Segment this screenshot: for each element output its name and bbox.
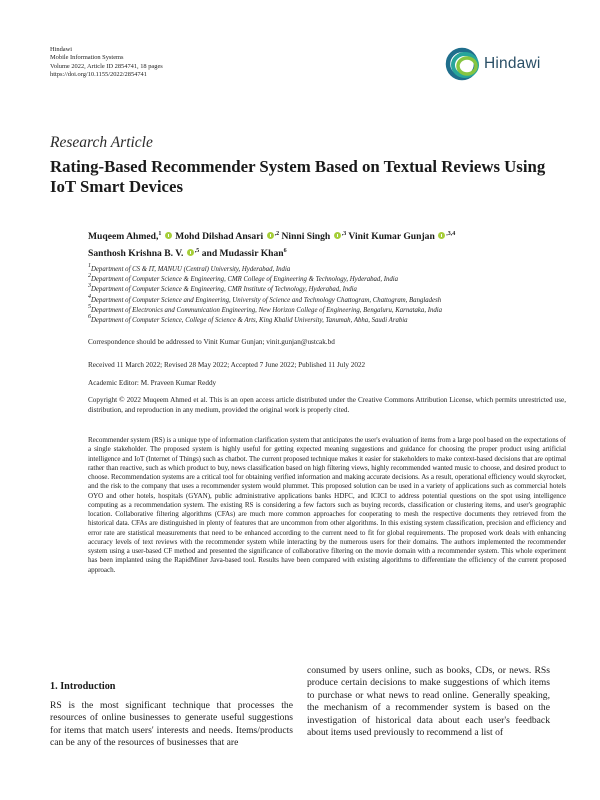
doi-link[interactable]: https://doi.org/10.1155/2022/2854741	[50, 70, 147, 78]
affiliations	[88, 265, 568, 326]
abstract-text: Recommender system (RS) is a unique type of information clarification system that anticipates the user's evaluation of items from a large pool based on the expectations of a single stakeholder. The proposed system is highly useful for getting expected meaning suggestions and guidance for choosing the proper product using artificial intelligence and IoT (Internet of Things) such as chatbot. The current proposed technique makes it easier for stakeholders to make context-based decisions that are optimal rather than reactive, such as which product to buy, news classification based on high filtering views, highly recommended wanted music to choose, and desired product to choose. Recommendation systems are a critical tool for obtaining verified information and making accurate decisions. As a result, operational efficiency would skyrocket, and the risk to the company that uses a recommender system would plummet. This proposed solution can be used in a variety of applications such as commercial hotels OYO and other hotels, hospitals (GYAN), public administrative applications banks HDFC, and ICICI to address potential questions on the spot using intelligence computing as a recommendation system. The existing RS is considering a few factors such as buying records, classification or clustering items, and user's geographic location. Collaborative filtering algorithms (CFAs) are much more common approaches for cooperating to mesh the respective documents they retrieved from the historical data. CFAs are distinguished in plenty of features that are uncommon from other algorithms. In this existing system classification, precision and efficiency and error rate are statistical measurements that need to be enhanced according to the current need to fit for global requirements. The proposed work deals with enhancing accuracy levels of text reviews with the recommender system while interacting by the numerous users for their domains. The authors implemented the recommender system using a user-based CF method and presented the significance of collaborative filtering on the movie domain with a recommender system. This whole experiment has been implanted using the RapidMiner Java-based tool. Results have been compared with existing algorithms to differentiate the efficiency of the current proposed approach.	[88, 436, 566, 574]
intro-column-right: consumed by users online, such as books, CDs, or news. RSs produce certain decisions to make suggestions of which items to purchase or what news to read online. Generally speaking, the mechanism of a recommender system is based on the investigation of historical data about each user's feedback about items used previously to recommend a list of	[307, 665, 550, 739]
copyright-notice: Copyright © 2022 Muqeem Ahmed et al. This is an open access article distributed under the Creative Commons Attribution License, which permits unrestricted use, distribution, and reproduction in any medium, provided the original work is properly cited.	[88, 396, 566, 414]
correspondence-note: Correspondence should be addressed to Vinit Kumar Gunjan; vinit.gunjan@ustcak.bd	[88, 338, 335, 346]
orcid-icon[interactable]	[165, 232, 172, 239]
section-heading: 1. Introduction	[50, 681, 116, 692]
hindawi-logo	[444, 44, 556, 84]
logo-wordmark: Hindawi	[484, 55, 541, 72]
author-list: Muqeem Ahmed,$^1$ Mohd Dilshad Ansari $^{,2}$ Ninni Singh $^{,3}$ Vinit Kumar Gunjan $^{,3,4}$ Santhosh Krishna B. V. $^{,5}$ and Mudassir Khan$^6$	[88, 231, 456, 259]
author-name: Ninni Singh	[281, 231, 331, 242]
author-name: Santhosh Krishna B. V.	[88, 248, 184, 259]
orcid-icon[interactable]	[334, 232, 341, 239]
affiliation-item: $^6$Department of Computer Science, College of Science & Arts, King Khalid University, Tanumah, Abha, Saudi Arabia	[88, 314, 408, 325]
orcid-icon[interactable]	[438, 232, 445, 239]
journal-name: Mobile Information Systems	[50, 54, 124, 62]
orcid-icon[interactable]	[187, 249, 194, 256]
affiliation-item: $^3$Department of Computer Science & Engineering, CMR Institute of Technology, Hyderabad, India	[88, 283, 357, 294]
affiliation-item: $^5$Department of Electronics and Communication Engineering, New Horizon College of Engineering, Bengaluru, Karnataka, India	[88, 303, 443, 314]
article-title: Rating-Based Recommender System Based on Textual Reviews Using IoT Smart Devices	[50, 157, 546, 196]
author-name: Vinit Kumar Gunjan	[348, 231, 435, 242]
orcid-icon[interactable]	[267, 232, 274, 239]
hindawi-rings-icon	[444, 44, 484, 84]
volume-line: Volume 2022, Article ID 2854741, 18 pages	[50, 62, 163, 70]
affiliation-item: $^4$Department of Computer Science and Engineering, University of Science and Technology Chattogram, Chattogram, Bangladesh	[88, 293, 442, 304]
journal-meta	[50, 46, 163, 79]
affiliation-item: $^2$Department of Computer Science & Engineering, CMR College of Engineering & Technology, Hyderabad, India	[88, 273, 399, 284]
academic-editor: Academic Editor: M. Praveen Kumar Reddy	[88, 379, 217, 387]
affiliation-item: $^1$Department of CS & IT, MANUU (Central) University, Hyderabad, India	[88, 263, 291, 273]
author-name: and Mudassir Khan	[201, 248, 284, 259]
author-name: Muqeem Ahmed,	[88, 231, 159, 242]
author-name: Mohd Dilshad Ansari	[175, 231, 264, 242]
publication-dates: Received 11 March 2022; Revised 28 May 2022; Accepted 7 June 2022; Published 11 July 2022	[88, 361, 366, 369]
intro-column-left: RS is the most significant technique that processes the resources of online businesses to generate useful suggestions for items that match users' interests and needs. Items/products can be any of the resources of businesses that are	[50, 700, 293, 749]
publisher-name: Hindawi	[50, 46, 73, 53]
article-type: Research Article	[50, 134, 153, 151]
